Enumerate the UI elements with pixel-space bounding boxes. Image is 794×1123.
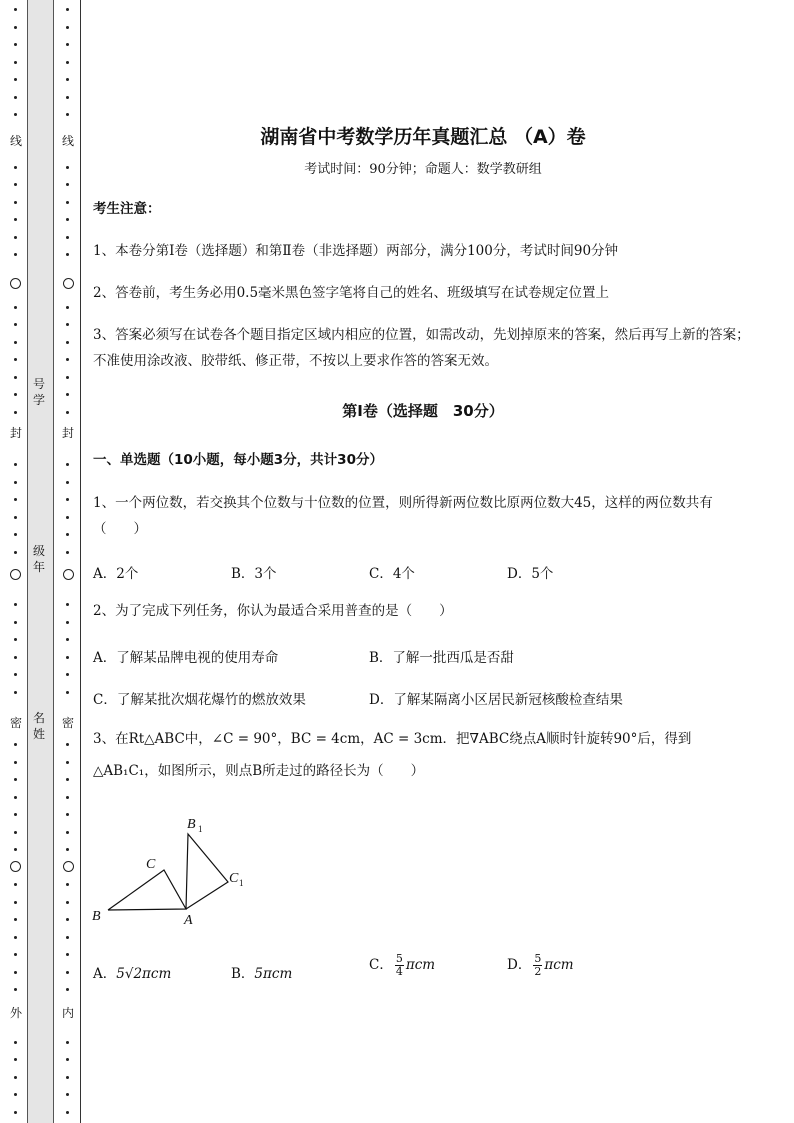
section-title: 第I卷（选择题 30分） <box>342 402 504 420</box>
binding-dot <box>66 358 69 361</box>
binding-dot <box>66 901 69 904</box>
q3-option-b <box>231 962 292 982</box>
q3-option-d-numerator: 5 <box>534 952 542 965</box>
binding-dot <box>66 883 69 886</box>
binding-dot <box>14 813 17 816</box>
triangle-abc <box>108 870 186 910</box>
inner-char-feng: 封 <box>61 426 74 440</box>
binding-dot <box>66 61 69 64</box>
binding-dot <box>14 1076 17 1079</box>
outer-dotted-line <box>11 0 21 1123</box>
binding-dot <box>66 183 69 186</box>
binding-dot <box>66 463 69 466</box>
triangle-ab1c1 <box>186 834 228 909</box>
binding-dot <box>14 463 17 466</box>
q2-option-d: D．了解某隔离小区居民新冠核酸检查结果 <box>369 692 623 708</box>
binding-dot <box>14 936 17 939</box>
q3-option-b-text: 5πcm <box>254 966 293 982</box>
binding-dot <box>66 43 69 46</box>
binding-dot <box>14 481 17 484</box>
notice-heading: 考生注意： <box>93 201 161 217</box>
inner-char-mi: 密 <box>61 716 74 730</box>
label-b: B <box>92 909 101 924</box>
binding-dot <box>66 848 69 851</box>
outer-circle <box>10 569 21 580</box>
binding-dot <box>14 848 17 851</box>
outer-char-mi: 密 <box>9 716 22 730</box>
binding-margin <box>0 0 84 1123</box>
binding-dot <box>14 1093 17 1096</box>
binding-dot <box>14 341 17 344</box>
binding-dot <box>14 183 17 186</box>
q3-option-c-fraction <box>395 953 404 978</box>
q1-option-c: C．4个 <box>369 566 415 582</box>
binding-dot <box>14 778 17 781</box>
binding-dot <box>14 236 17 239</box>
binding-dot <box>66 376 69 379</box>
binding-dot <box>14 411 17 414</box>
label-c1-subscript: 1 <box>239 878 244 888</box>
binding-dot <box>66 603 69 606</box>
inner-char-nei: 内 <box>61 1006 74 1020</box>
question-2-stem: 2、为了完成下列任务，你认为最适合采用普查的是（ ） <box>93 603 453 619</box>
q2-option-a: A．了解某品牌电视的使用寿命 <box>93 650 279 666</box>
label-b1: B <box>187 817 196 832</box>
binding-dot <box>14 533 17 536</box>
label-a: A <box>184 913 193 928</box>
q3-option-d-fraction <box>533 953 542 978</box>
inner-circle <box>63 278 74 289</box>
binding-dot <box>66 1111 69 1114</box>
question-1-stem: 1、一个两位数，若交换其个位数与十位数的位置，则所得新两位数比原两位数大45，这样的两位数共有（ ） <box>93 495 713 537</box>
outer-char-xian: 线 <box>9 134 22 148</box>
notice-item-1: 1、本卷分第I卷（选择题）和第Ⅱ卷（非选择题）两部分，满分100分，考试时间90分钟 <box>93 243 619 259</box>
binding-dot <box>66 113 69 116</box>
binding-dot <box>14 253 17 256</box>
binding-dot <box>66 551 69 554</box>
binding-dot <box>66 988 69 991</box>
binding-dot <box>14 796 17 799</box>
binding-border-line <box>80 0 81 1123</box>
binding-dot <box>14 1041 17 1044</box>
binding-dot <box>66 323 69 326</box>
q2-option-c: C．了解某批次烟花爆竹的燃放效果 <box>93 692 306 708</box>
binding-dot <box>14 393 17 396</box>
binding-dot <box>66 498 69 501</box>
binding-dot <box>14 918 17 921</box>
binding-dot <box>66 971 69 974</box>
binding-dot <box>66 78 69 81</box>
q3-option-a <box>93 962 171 982</box>
binding-dot <box>14 901 17 904</box>
inner-circle <box>63 861 74 872</box>
outer-char-feng: 封 <box>9 426 22 440</box>
binding-dot <box>66 813 69 816</box>
binding-dot <box>14 113 17 116</box>
binding-dot <box>14 673 17 676</box>
binding-dot <box>66 953 69 956</box>
binding-dot <box>14 166 17 169</box>
q3-option-c <box>369 953 435 978</box>
binding-dot <box>14 691 17 694</box>
q1-option-a: A．2个 <box>93 566 139 582</box>
outer-circle <box>10 278 21 289</box>
field-grade: 级 年 <box>32 544 45 574</box>
binding-dot <box>14 638 17 641</box>
exam-info: 考试时间：90分钟；命题人：数学教研组 <box>304 162 542 177</box>
binding-dot <box>14 621 17 624</box>
binding-dot <box>14 953 17 956</box>
page-title: 湖南省中考数学历年真题汇总 （A）卷 <box>260 126 586 148</box>
binding-dot <box>66 936 69 939</box>
part-title: 一、单选题（10小题，每小题3分，共计30分） <box>93 452 383 468</box>
binding-dot <box>14 1058 17 1061</box>
q3-option-a-text: 5√2πcm <box>116 966 172 982</box>
binding-dot <box>66 96 69 99</box>
binding-dot <box>14 43 17 46</box>
inner-dotted-line <box>63 0 73 1123</box>
field-name: 名 姓 <box>32 711 45 741</box>
binding-dot <box>66 638 69 641</box>
binding-dot <box>66 393 69 396</box>
binding-dot <box>66 1041 69 1044</box>
binding-dot <box>66 8 69 11</box>
binding-dot <box>14 516 17 519</box>
binding-dot <box>66 831 69 834</box>
q3-option-c-numerator: 5 <box>395 952 403 965</box>
binding-dot <box>14 656 17 659</box>
binding-dot <box>14 603 17 606</box>
binding-dot <box>66 1058 69 1061</box>
binding-dot <box>14 988 17 991</box>
binding-dot <box>14 26 17 29</box>
binding-dot <box>14 551 17 554</box>
label-b1-subscript: 1 <box>198 824 203 834</box>
binding-dot <box>14 96 17 99</box>
binding-dot <box>14 1111 17 1114</box>
binding-dot <box>14 831 17 834</box>
binding-dot <box>14 883 17 886</box>
binding-dot <box>14 78 17 81</box>
binding-dot <box>66 533 69 536</box>
q2-option-b: B．了解一批西瓜是否甜 <box>369 650 514 666</box>
q3-option-d-denominator: 2 <box>534 965 542 978</box>
binding-dot <box>66 673 69 676</box>
binding-dot <box>66 306 69 309</box>
label-c: C <box>146 857 156 872</box>
q3-option-b-prefix: B． <box>231 966 255 982</box>
binding-dot <box>66 201 69 204</box>
binding-dot <box>14 743 17 746</box>
binding-dot <box>66 1076 69 1079</box>
binding-dot <box>66 411 69 414</box>
binding-dot <box>14 761 17 764</box>
binding-dot <box>66 656 69 659</box>
binding-dot <box>14 8 17 11</box>
q3-option-c-tail: πcm <box>405 957 436 973</box>
field-student-id: 号 学 <box>32 377 45 407</box>
inner-char-xian: 线 <box>61 134 74 148</box>
binding-dot <box>66 761 69 764</box>
binding-dot <box>66 796 69 799</box>
binding-dot <box>66 218 69 221</box>
binding-dot <box>66 341 69 344</box>
binding-dot <box>14 201 17 204</box>
binding-dot <box>66 691 69 694</box>
binding-dot <box>66 166 69 169</box>
q3-option-c-denominator: 4 <box>395 965 403 978</box>
binding-dot <box>14 498 17 501</box>
binding-dot <box>66 918 69 921</box>
question-3-stem-line-2: △AB₁C₁，如图所示，则点B所走过的路径长为（ ） <box>93 763 425 779</box>
label-c1: C <box>229 871 239 886</box>
binding-dot <box>14 218 17 221</box>
q3-option-a-prefix: A． <box>93 966 117 982</box>
binding-dot <box>66 253 69 256</box>
q1-option-d: D．5个 <box>507 566 554 582</box>
binding-dot <box>66 236 69 239</box>
q1-option-b: B．3个 <box>231 566 277 582</box>
binding-dot <box>66 516 69 519</box>
q3-option-d-prefix: D． <box>507 957 532 973</box>
inner-circle <box>63 569 74 580</box>
q3-option-d-tail: πcm <box>544 957 574 973</box>
binding-dot <box>66 743 69 746</box>
binding-dot <box>66 778 69 781</box>
binding-dot <box>66 481 69 484</box>
notice-item-2: 2、答卷前，考生务必用0.5毫米黑色签字笔将自己的姓名、班级填写在试卷规定位置上 <box>93 285 610 301</box>
binding-dot <box>14 61 17 64</box>
notice-item-3: 3、答案必须写在试卷各个题目指定区域内相应的位置，如需改动，先划掉原来的答案，然后再写上新的答案；不准使用涂改液、胶带纸、修正带，不按以上要求作答的答案无效。 <box>93 327 750 369</box>
binding-dot <box>14 323 17 326</box>
binding-dot <box>66 621 69 624</box>
binding-dot <box>14 358 17 361</box>
binding-dot <box>14 971 17 974</box>
binding-dot <box>66 26 69 29</box>
question-3-stem-line-1: 3、在Rt△ABC中，∠C = 90°，BC = 4cm，AC = 3cm．把∇ABC绕点A顺时针旋转90°后，得到 <box>93 731 692 747</box>
q3-option-d <box>507 953 574 978</box>
binding-dot <box>14 306 17 309</box>
binding-dot <box>66 1093 69 1096</box>
q3-option-c-prefix: C． <box>369 957 393 973</box>
outer-circle <box>10 861 21 872</box>
outer-char-wai: 外 <box>9 1006 22 1020</box>
binding-dot <box>14 376 17 379</box>
rotation-figure <box>88 812 258 930</box>
